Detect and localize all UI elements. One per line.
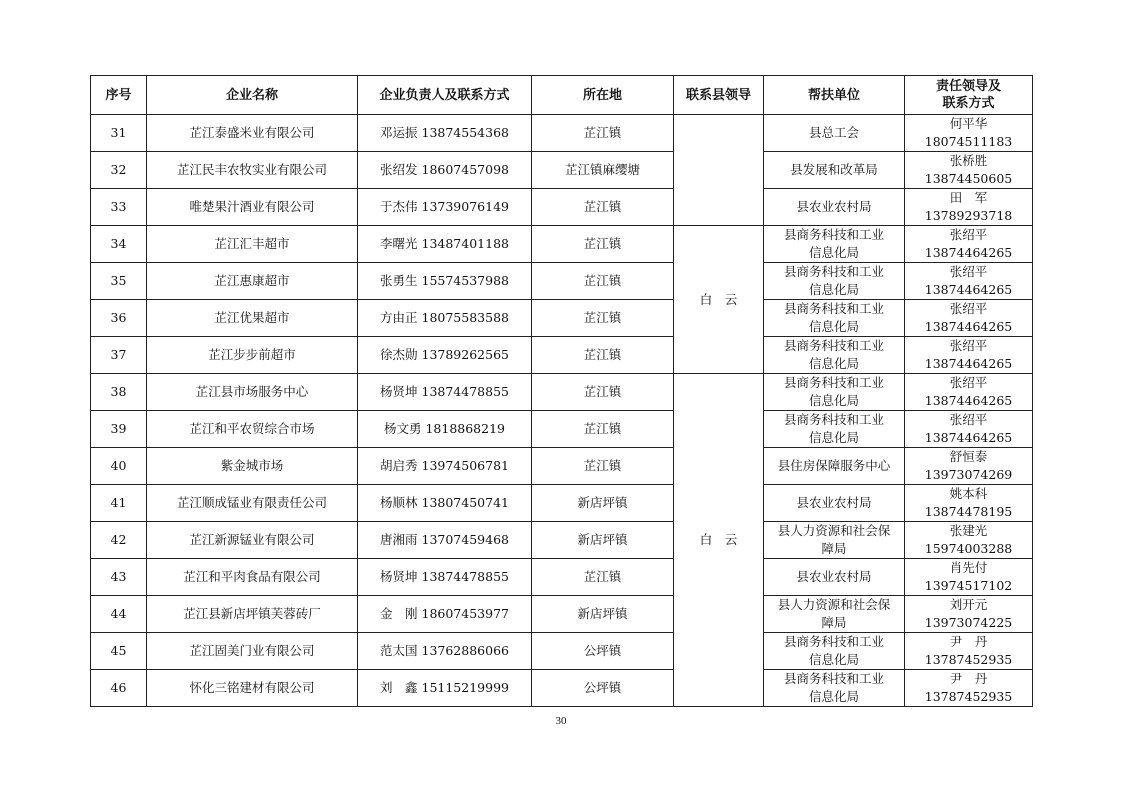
- table-row: [91, 152, 1033, 189]
- row-number: 38: [91, 374, 147, 411]
- assist-unit-line: 信息化局: [808, 652, 859, 667]
- company-contact: 张勇生 15574537988: [358, 263, 532, 300]
- table-row: [91, 374, 1033, 411]
- table-row: [91, 411, 1033, 448]
- assist-unit-line: 县农业农村局: [796, 569, 872, 584]
- company-location: 芷江镇: [532, 448, 674, 485]
- assist-unit-line: 信息化局: [808, 282, 859, 297]
- assist-unit: [764, 226, 905, 263]
- responsible-leader: [905, 337, 1033, 374]
- company-name: 芷江和平肉食品有限公司: [147, 559, 358, 596]
- table-row: [91, 337, 1033, 374]
- company-location: 芷江镇: [532, 337, 674, 374]
- row-number: 36: [91, 300, 147, 337]
- responsible-leader-line: 张桥胜: [949, 153, 988, 168]
- assist-unit-line: 县商务科技和工业: [783, 338, 884, 353]
- row-number: 35: [91, 263, 147, 300]
- company-name: 芷江步步前超市: [147, 337, 358, 374]
- responsible-leader-line: 姚本科: [949, 486, 988, 501]
- table-row: [91, 448, 1033, 485]
- table-row: [91, 559, 1033, 596]
- responsible-leader-line: 张绍平: [949, 227, 988, 242]
- row-number: 33: [91, 189, 147, 226]
- responsible-leader-line: 尹 丹: [949, 671, 988, 686]
- responsible-leader: [905, 485, 1033, 522]
- responsible-leader-line: 13789293718: [924, 208, 1013, 223]
- table-row: [91, 226, 1033, 263]
- responsible-leader-line: 田 军: [949, 190, 988, 205]
- row-number: 39: [91, 411, 147, 448]
- responsible-leader-line: 尹 丹: [949, 634, 988, 649]
- responsible-leader-line: 张绍平: [949, 301, 988, 316]
- row-number: 43: [91, 559, 147, 596]
- assistance-table: [90, 75, 1033, 707]
- responsible-leader-line: 15974003288: [924, 541, 1013, 556]
- table-row: [91, 300, 1033, 337]
- row-number: 44: [91, 596, 147, 633]
- responsible-leader-line: 张绍平: [949, 375, 988, 390]
- assist-unit: [764, 670, 905, 707]
- responsible-leader-line: 刘开元: [949, 597, 988, 612]
- responsible-leader: [905, 374, 1033, 411]
- company-location: 公坪镇: [532, 633, 674, 670]
- assist-unit: [764, 633, 905, 670]
- header-county-leader: 联系县领导: [674, 76, 764, 115]
- assist-unit: [764, 337, 905, 374]
- company-contact: 杨贤坤 13874478855: [358, 374, 532, 411]
- row-number: 42: [91, 522, 147, 559]
- responsible-leader-line: 张绍平: [949, 264, 988, 279]
- company-contact: 杨顺林 13807450741: [358, 485, 532, 522]
- company-name: 芷江民丰农牧实业有限公司: [147, 152, 358, 189]
- company-location: 芷江镇: [532, 374, 674, 411]
- county-leader-cell: 白 云: [674, 226, 764, 374]
- row-number: 40: [91, 448, 147, 485]
- company-contact: 范太国 13762886066: [358, 633, 532, 670]
- header-no: 序号: [91, 76, 147, 115]
- assist-unit-line: 县人力资源和社会保: [777, 597, 891, 612]
- responsible-leader-line: 13974517102: [924, 578, 1013, 593]
- assist-unit-line: 障局: [821, 541, 847, 556]
- responsible-leader: [905, 263, 1033, 300]
- company-contact: 方由正 18075583588: [358, 300, 532, 337]
- header-responsible-leader: 责任领导及 联系方式: [905, 76, 1033, 115]
- responsible-leader: [905, 633, 1033, 670]
- company-contact: 杨贤坤 13874478855: [358, 559, 532, 596]
- responsible-leader: [905, 152, 1033, 189]
- company-name: 芷江固美门业有限公司: [147, 633, 358, 670]
- responsible-leader: [905, 596, 1033, 633]
- company-name: 怀化三铭建材有限公司: [147, 670, 358, 707]
- company-contact: 金 刚 18607453977: [358, 596, 532, 633]
- responsible-leader-line: 13874478195: [924, 504, 1013, 519]
- responsible-leader: [905, 226, 1033, 263]
- assist-unit-line: 信息化局: [808, 430, 859, 445]
- responsible-leader-line: 13787452935: [924, 652, 1013, 667]
- responsible-leader: [905, 115, 1033, 152]
- table-row: [91, 115, 1033, 152]
- responsible-leader-line: 13787452935: [924, 689, 1013, 704]
- page-number: 30: [555, 715, 567, 727]
- row-number: 45: [91, 633, 147, 670]
- responsible-leader-line: 何平华: [949, 116, 988, 131]
- company-location: 芷江镇: [532, 263, 674, 300]
- table-row: [91, 670, 1033, 707]
- company-name: 芷江汇丰超市: [147, 226, 358, 263]
- responsible-leader-line: 13973074225: [924, 615, 1013, 630]
- responsible-leader: [905, 522, 1033, 559]
- company-name: 芷江顺成锰业有限责任公司: [147, 485, 358, 522]
- company-location: 芷江镇: [532, 300, 674, 337]
- responsible-leader: [905, 559, 1033, 596]
- company-name: 芷江惠康超市: [147, 263, 358, 300]
- assist-unit-line: 县商务科技和工业: [783, 301, 884, 316]
- row-number: 41: [91, 485, 147, 522]
- company-location: 新店坪镇: [532, 596, 674, 633]
- responsible-leader: [905, 670, 1033, 707]
- assist-unit-line: 县商务科技和工业: [783, 375, 884, 390]
- assist-unit-line: 县商务科技和工业: [783, 671, 884, 686]
- county-leader-cell: 白 云: [674, 374, 764, 707]
- header-contact: 企业负责人及联系方式: [358, 76, 532, 115]
- company-name: 芷江和平农贸综合市场: [147, 411, 358, 448]
- table-row: [91, 485, 1033, 522]
- company-name: 唯楚果汁酒业有限公司: [147, 189, 358, 226]
- company-contact: 徐杰勋 13789262565: [358, 337, 532, 374]
- company-contact: 李曙光 13487401188: [358, 226, 532, 263]
- assist-unit: [764, 596, 905, 633]
- assist-unit-line: 县人力资源和社会保: [777, 523, 891, 538]
- assist-unit-line: 县商务科技和工业: [783, 227, 884, 242]
- assist-unit-line: 县农业农村局: [796, 199, 872, 214]
- row-number: 37: [91, 337, 147, 374]
- row-number: 32: [91, 152, 147, 189]
- company-contact: 邓运振 13874554368: [358, 115, 532, 152]
- company-location: 芷江镇: [532, 226, 674, 263]
- assist-unit: [764, 559, 905, 596]
- responsible-leader-line: 13874464265: [924, 356, 1013, 371]
- responsible-leader-line: 13874450605: [924, 171, 1013, 186]
- table-row: [91, 263, 1033, 300]
- table-body: [91, 115, 1033, 707]
- assist-unit-line: 信息化局: [808, 319, 859, 334]
- header-location: 所在地: [532, 76, 674, 115]
- company-location: 芷江镇: [532, 411, 674, 448]
- assist-unit-line: 信息化局: [808, 356, 859, 371]
- company-contact: 胡启秀 13974506781: [358, 448, 532, 485]
- responsible-leader-line: 18074511183: [924, 134, 1013, 149]
- table-row: [91, 522, 1033, 559]
- responsible-leader-line: 13874464265: [924, 319, 1013, 334]
- responsible-leader-line: 13874464265: [924, 245, 1013, 260]
- company-name: 芷江优果超市: [147, 300, 358, 337]
- assist-unit-line: 县住房保障服务中心: [777, 458, 891, 473]
- company-name: 芷江泰盛米业有限公司: [147, 115, 358, 152]
- company-location: 芷江镇: [532, 189, 674, 226]
- company-name: 芷江新源锰业有限公司: [147, 522, 358, 559]
- row-number: 31: [91, 115, 147, 152]
- assist-unit-line: 县商务科技和工业: [783, 634, 884, 649]
- table-row: [91, 633, 1033, 670]
- company-location: 公坪镇: [532, 670, 674, 707]
- assist-unit: [764, 374, 905, 411]
- county-leader-cell: [674, 115, 764, 226]
- table-header-row: [91, 76, 1033, 115]
- assist-unit: [764, 448, 905, 485]
- responsible-leader: [905, 300, 1033, 337]
- table-row: [91, 596, 1033, 633]
- assist-unit-line: 信息化局: [808, 245, 859, 260]
- company-name: 紫金城市场: [147, 448, 358, 485]
- company-name: 芷江县市场服务中心: [147, 374, 358, 411]
- company-location: 芷江镇麻缨塘: [532, 152, 674, 189]
- assist-unit-line: 县商务科技和工业: [783, 412, 884, 427]
- company-location: 芷江镇: [532, 559, 674, 596]
- header-company: 企业名称: [147, 76, 358, 115]
- assist-unit-line: 县商务科技和工业: [783, 264, 884, 279]
- company-contact: 唐湘雨 13707459468: [358, 522, 532, 559]
- assist-unit-line: 县农业农村局: [796, 495, 872, 510]
- assist-unit-line: 信息化局: [808, 689, 859, 704]
- responsible-leader-line: 13973074269: [924, 467, 1013, 482]
- responsible-leader-line: 肖先付: [949, 560, 988, 575]
- assist-unit: [764, 522, 905, 559]
- assist-unit: [764, 115, 905, 152]
- row-number: 46: [91, 670, 147, 707]
- assist-unit: [764, 300, 905, 337]
- company-location: 新店坪镇: [532, 485, 674, 522]
- responsible-leader-line: 张绍平: [949, 338, 988, 353]
- company-contact: 刘 鑫 15115219999: [358, 670, 532, 707]
- responsible-leader: [905, 189, 1033, 226]
- company-location: 芷江镇: [532, 115, 674, 152]
- company-contact: 张绍发 18607457098: [358, 152, 532, 189]
- row-number: 34: [91, 226, 147, 263]
- responsible-leader-line: 13874464265: [924, 393, 1013, 408]
- assist-unit: [764, 485, 905, 522]
- company-contact: 杨文勇 1818868219: [358, 411, 532, 448]
- responsible-leader: [905, 411, 1033, 448]
- company-name: 芷江县新店坪镇芙蓉砖厂: [147, 596, 358, 633]
- assist-unit: [764, 152, 905, 189]
- assist-unit-line: 信息化局: [808, 393, 859, 408]
- responsible-leader: [905, 448, 1033, 485]
- assist-unit-line: 障局: [821, 615, 847, 630]
- table-row: [91, 189, 1033, 226]
- responsible-leader-line: 13874464265: [924, 430, 1013, 445]
- assist-unit: [764, 189, 905, 226]
- assist-unit-line: 县总工会: [808, 125, 859, 140]
- header-assist-unit: 帮扶单位: [764, 76, 905, 115]
- assist-unit-line: 县发展和改革局: [790, 162, 878, 177]
- company-contact: 于杰伟 13739076149: [358, 189, 532, 226]
- responsible-leader-line: 张建光: [949, 523, 988, 538]
- responsible-leader-line: 张绍平: [949, 412, 988, 427]
- responsible-leader-line: 舒恒泰: [949, 449, 988, 464]
- assist-unit: [764, 411, 905, 448]
- responsible-leader-line: 13874464265: [924, 282, 1013, 297]
- company-location: 新店坪镇: [532, 522, 674, 559]
- assist-unit: [764, 263, 905, 300]
